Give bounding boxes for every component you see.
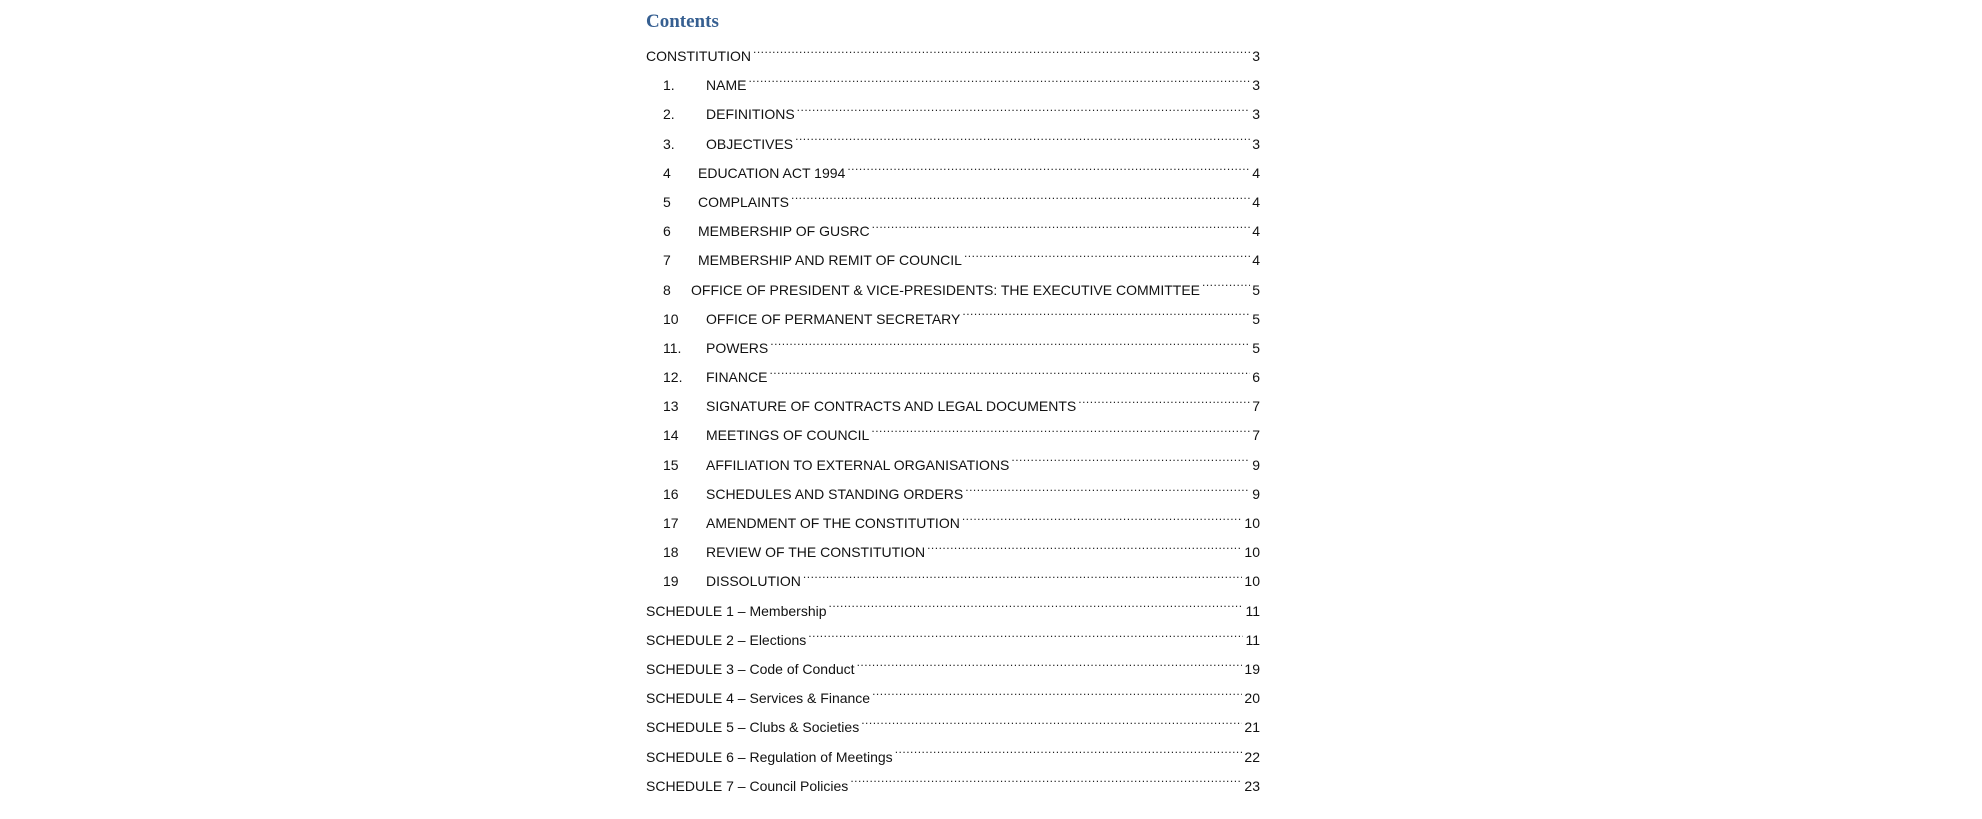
- toc-entry[interactable]: [646, 334, 1260, 363]
- toc-entry-page-number[interactable]: 9: [1252, 456, 1260, 473]
- toc-entry-title[interactable]: DISSOLUTION: [706, 573, 801, 590]
- toc-entry-number: 17: [663, 515, 679, 531]
- dot-leader: [857, 660, 1243, 674]
- toc-entry[interactable]: [646, 655, 1260, 684]
- toc-entry-title[interactable]: SIGNATURE OF CONTRACTS AND LEGAL DOCUMENTS: [706, 398, 1077, 415]
- toc-entry-number: 18: [663, 544, 679, 561]
- toc-entry-page-number[interactable]: 10: [1244, 544, 1260, 561]
- dot-leader: [795, 135, 1250, 149]
- toc-entry[interactable]: [646, 597, 1260, 626]
- dot-leader: [748, 76, 1250, 90]
- toc-entry[interactable]: [646, 451, 1260, 480]
- toc-entry[interactable]: [646, 713, 1260, 742]
- toc-entry-number: 8: [663, 281, 671, 298]
- toc-entry[interactable]: [646, 684, 1260, 713]
- toc-entry[interactable]: [646, 392, 1260, 421]
- toc-entry-number: 7: [663, 252, 671, 269]
- toc-entry-title[interactable]: AFFILIATION TO EXTERNAL ORGANISATIONS: [706, 456, 1010, 473]
- toc-entry-page-number[interactable]: 20: [1244, 690, 1260, 707]
- toc-entry-page-number[interactable]: 4: [1252, 193, 1260, 210]
- toc-entry-page-number[interactable]: 9: [1252, 485, 1260, 502]
- toc-entry[interactable]: [646, 538, 1260, 567]
- toc-entry-number: 5: [663, 193, 671, 210]
- toc-entry-page-number[interactable]: 3: [1252, 77, 1260, 94]
- toc-entry-title[interactable]: SCHEDULE 2 – Elections: [646, 631, 807, 648]
- toc-entry-title[interactable]: SCHEDULE 1 – Membership: [646, 602, 827, 619]
- toc-entry-page-number[interactable]: 10: [1244, 573, 1260, 590]
- toc-entry-page-number[interactable]: 4: [1252, 164, 1260, 181]
- toc-entry-page-number[interactable]: 6: [1252, 369, 1260, 386]
- dot-leader: [872, 222, 1251, 236]
- dot-leader: [829, 602, 1244, 616]
- toc-entry[interactable]: [646, 71, 1260, 100]
- toc-entry-title[interactable]: SCHEDULE 5 – Clubs & Societies: [646, 719, 860, 736]
- toc-entry-page-number[interactable]: 4: [1252, 252, 1260, 269]
- toc-entry-number: 16: [663, 485, 679, 502]
- dot-leader: [861, 718, 1242, 732]
- toc-entry-page-number[interactable]: 11: [1245, 631, 1260, 648]
- dot-leader: [1202, 281, 1250, 295]
- toc-entry-number: 1.: [663, 77, 675, 94]
- toc-entry-page-number[interactable]: 11: [1245, 602, 1260, 619]
- dot-leader: [1078, 397, 1250, 411]
- toc-entry-number: 15: [663, 456, 679, 473]
- toc-entry[interactable]: [646, 626, 1260, 655]
- toc-entry[interactable]: [646, 276, 1260, 305]
- toc-entry-number: 3.: [663, 135, 675, 152]
- dot-leader: [791, 193, 1250, 207]
- toc-entry-title[interactable]: MEMBERSHIP AND REMIT OF COUNCIL: [698, 252, 962, 269]
- toc-entry-number: 14: [663, 427, 679, 444]
- toc-entry[interactable]: [646, 567, 1260, 596]
- toc-entry-page-number[interactable]: 21: [1244, 719, 1260, 736]
- dot-leader: [850, 777, 1242, 791]
- toc-entry[interactable]: [646, 42, 1260, 71]
- toc-entry[interactable]: [646, 421, 1260, 450]
- toc-entry-page-number[interactable]: 3: [1252, 135, 1260, 152]
- toc-entry-title[interactable]: SCHEDULE 6 – Regulation of Meetings: [646, 748, 893, 765]
- dot-leader: [962, 310, 1250, 324]
- dot-leader: [808, 631, 1243, 645]
- toc-entry[interactable]: [646, 363, 1260, 392]
- toc-entry-number: 13: [663, 398, 679, 415]
- toc-entry-page-number[interactable]: 3: [1252, 48, 1260, 64]
- toc-entry-title[interactable]: SCHEDULE 3 – Code of Conduct: [646, 660, 855, 677]
- toc-entry-number: 12.: [663, 369, 683, 386]
- toc-entry-page-number[interactable]: 19: [1244, 660, 1260, 677]
- dot-leader: [895, 748, 1243, 762]
- dot-leader: [871, 426, 1250, 440]
- toc-entry-title[interactable]: AMENDMENT OF THE CONSTITUTION: [706, 515, 960, 531]
- toc-entry[interactable]: [646, 246, 1260, 275]
- toc-heading: Contents: [646, 11, 719, 32]
- toc-list: [646, 42, 1260, 801]
- dot-leader: [847, 164, 1250, 178]
- toc-entry-page-number[interactable]: 4: [1252, 223, 1260, 240]
- toc-entry-number: 2.: [663, 106, 675, 123]
- toc-entry-title[interactable]: EDUCATION ACT 1994: [698, 164, 846, 181]
- toc-entry-page-number[interactable]: 5: [1252, 310, 1260, 327]
- toc-entry-title[interactable]: OBJECTIVES: [706, 135, 794, 152]
- toc-entry-page-number[interactable]: 23: [1244, 777, 1260, 794]
- toc-entry-page-number[interactable]: 3: [1252, 106, 1260, 123]
- toc-entry-number: 19: [663, 573, 679, 590]
- dot-leader: [962, 514, 1243, 528]
- toc-entry-page-number[interactable]: 5: [1252, 281, 1260, 298]
- toc-entry-title[interactable]: NAME: [706, 77, 747, 94]
- toc-entry-title[interactable]: SCHEDULE 7 – Council Policies: [646, 777, 849, 794]
- toc-entry-number: 11.: [663, 339, 682, 356]
- toc-entry[interactable]: [646, 480, 1260, 509]
- toc-entry-title[interactable]: OFFICE OF PRESIDENT & VICE-PRESIDENTS: THE EXECUTIVE COMMITTEE: [691, 281, 1200, 298]
- dot-leader: [770, 339, 1250, 353]
- toc-entry-title[interactable]: SCHEDULE 4 – Services & Finance: [646, 690, 871, 707]
- dot-leader: [1011, 456, 1250, 470]
- dot-leader: [964, 251, 1250, 265]
- toc-entry[interactable]: [646, 305, 1260, 334]
- toc-entry[interactable]: [646, 743, 1260, 772]
- toc-entry-page-number[interactable]: 7: [1252, 427, 1260, 444]
- toc-entry-title[interactable]: COMPLAINTS: [698, 193, 790, 210]
- dot-leader: [797, 105, 1251, 119]
- toc-entry-page-number[interactable]: 7: [1252, 398, 1260, 415]
- toc-entry-title[interactable]: DEFINITIONS: [706, 106, 795, 123]
- toc-entry[interactable]: [646, 100, 1260, 129]
- toc-entry-title[interactable]: SCHEDULES AND STANDING ORDERS: [706, 485, 964, 502]
- toc-entry-title[interactable]: OFFICE OF PERMANENT SECRETARY: [706, 310, 961, 327]
- toc-entry-title[interactable]: REVIEW OF THE CONSTITUTION: [706, 544, 926, 561]
- table-of-contents: [646, 8, 1260, 801]
- toc-entry-page-number[interactable]: 10: [1244, 515, 1260, 531]
- dot-leader: [927, 543, 1242, 557]
- toc-entry[interactable]: [646, 217, 1260, 246]
- toc-entry-title[interactable]: MEMBERSHIP OF GUSRC: [698, 223, 870, 240]
- toc-entry-number: 4: [663, 164, 671, 181]
- toc-entry[interactable]: [646, 188, 1260, 217]
- dot-leader: [803, 572, 1243, 586]
- toc-entry-title[interactable]: POWERS: [706, 339, 769, 356]
- toc-entry-title[interactable]: CONSTITUTION: [646, 48, 751, 64]
- toc-entry-title[interactable]: FINANCE: [706, 369, 768, 386]
- toc-entry-title[interactable]: MEETINGS OF COUNCIL: [706, 427, 870, 444]
- dot-leader: [753, 47, 1250, 61]
- toc-entry-number: 10: [663, 310, 679, 327]
- toc-entry[interactable]: [646, 772, 1260, 801]
- toc-entry[interactable]: [646, 509, 1260, 538]
- toc-entry-page-number[interactable]: 22: [1244, 748, 1260, 765]
- toc-entry-number: 6: [663, 223, 671, 240]
- toc-entry-page-number[interactable]: 5: [1252, 339, 1260, 356]
- dot-leader: [965, 485, 1250, 499]
- toc-entry[interactable]: [646, 159, 1260, 188]
- toc-entry[interactable]: [646, 130, 1260, 159]
- dot-leader: [769, 368, 1250, 382]
- dot-leader: [872, 689, 1242, 703]
